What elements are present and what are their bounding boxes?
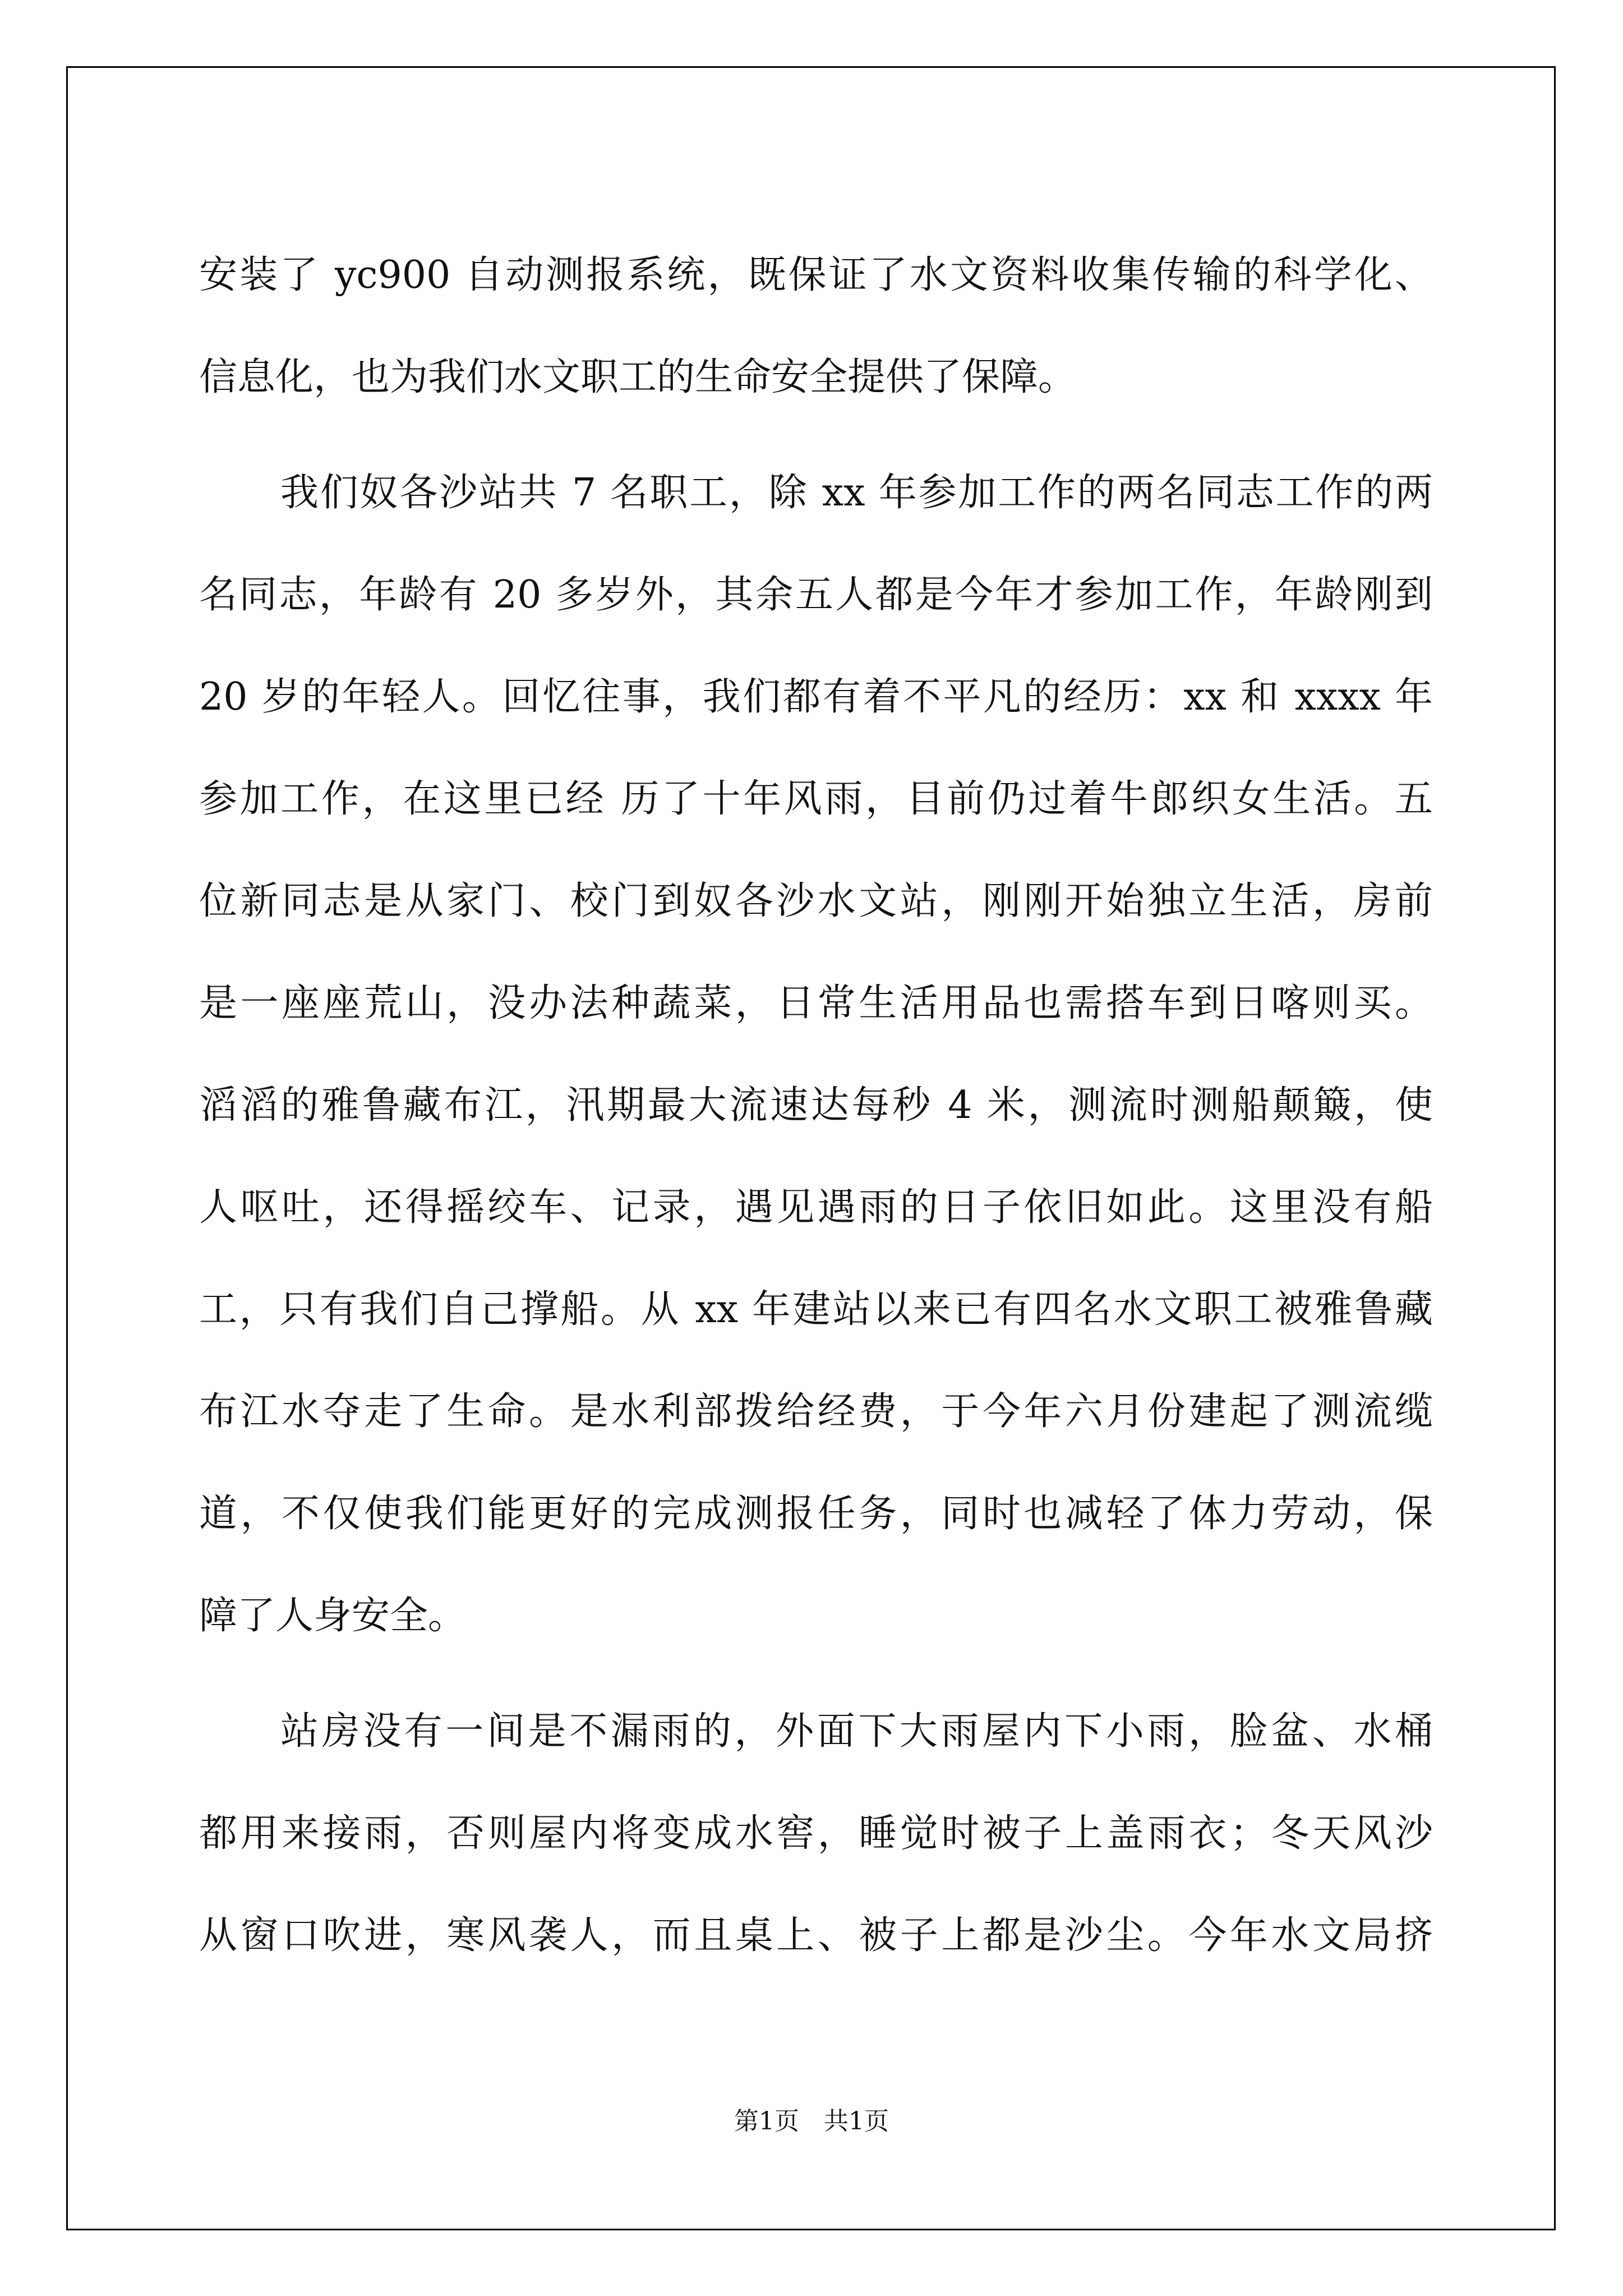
- text-line: 都用来接雨，否则屋内将变成水窖，睡觉时被子上盖雨衣；冬天风沙: [199, 1811, 1433, 1856]
- text-line: 障了人身安全。: [199, 1594, 467, 1638]
- text-line: 道，不仅使我们能更好的完成测报任务，同时也减轻了体力劳动，保: [199, 1492, 1433, 1536]
- text-line: 工，只有我们自己撑船。从 xx 年建站以来已有四名水文职工被雅鲁藏: [199, 1287, 1433, 1332]
- document-body: [199, 224, 1433, 1987]
- text-line: 安装了 yc900 自动测报系统，既保证了水文资料收集传输的科学化、: [199, 253, 1433, 297]
- text-line: 20 岁的年轻人。回忆往事，我们都有着不平凡的经历：xx 和 xxxx 年: [199, 675, 1433, 719]
- text-line: 我们奴各沙站共 7 名职工，除 xx 年参加工作的两名同志工作的两: [280, 471, 1433, 515]
- text-line: 参加工作，在这里已经 历了十年风雨，目前仍过着牛郎织女生活。五: [199, 777, 1433, 821]
- page-footer: 第1页 共1页: [734, 2107, 889, 2136]
- text-line: 布江水夺走了生命。是水利部拨给经费，于今年六月份建起了测流缆: [199, 1389, 1433, 1434]
- text-line: 从窗口吹进，寒风袭人，而且桌上、被子上都是沙尘。今年水文局挤: [199, 1913, 1433, 1958]
- text-line: 人呕吐，还得摇绞车、记录，遇见遇雨的日子依旧如此。这里没有船: [199, 1185, 1433, 1230]
- text-line: 名同志，年龄有 20 多岁外，其余五人都是今年才参加工作，年龄刚到: [199, 573, 1433, 617]
- text-line: 站房没有一间是不漏雨的，外面下大雨屋内下小雨，脸盆、水桶: [280, 1709, 1433, 1754]
- text-line: 滔滔的雅鲁藏布江，汛期最大流速达每秒 4 米，测流时测船颠簸，使: [199, 1083, 1433, 1128]
- text-line: 位新同志是从家门、校门到奴各沙水文站，刚刚开始独立生活，房前: [199, 879, 1433, 923]
- text-line: 是一座座荒山，没办法种蔬菜，日常生活用品也需搭车到日喀则买。: [199, 981, 1433, 1025]
- text-line: 信息化，也为我们水文职工的生命安全提供了保障。: [199, 355, 1077, 399]
